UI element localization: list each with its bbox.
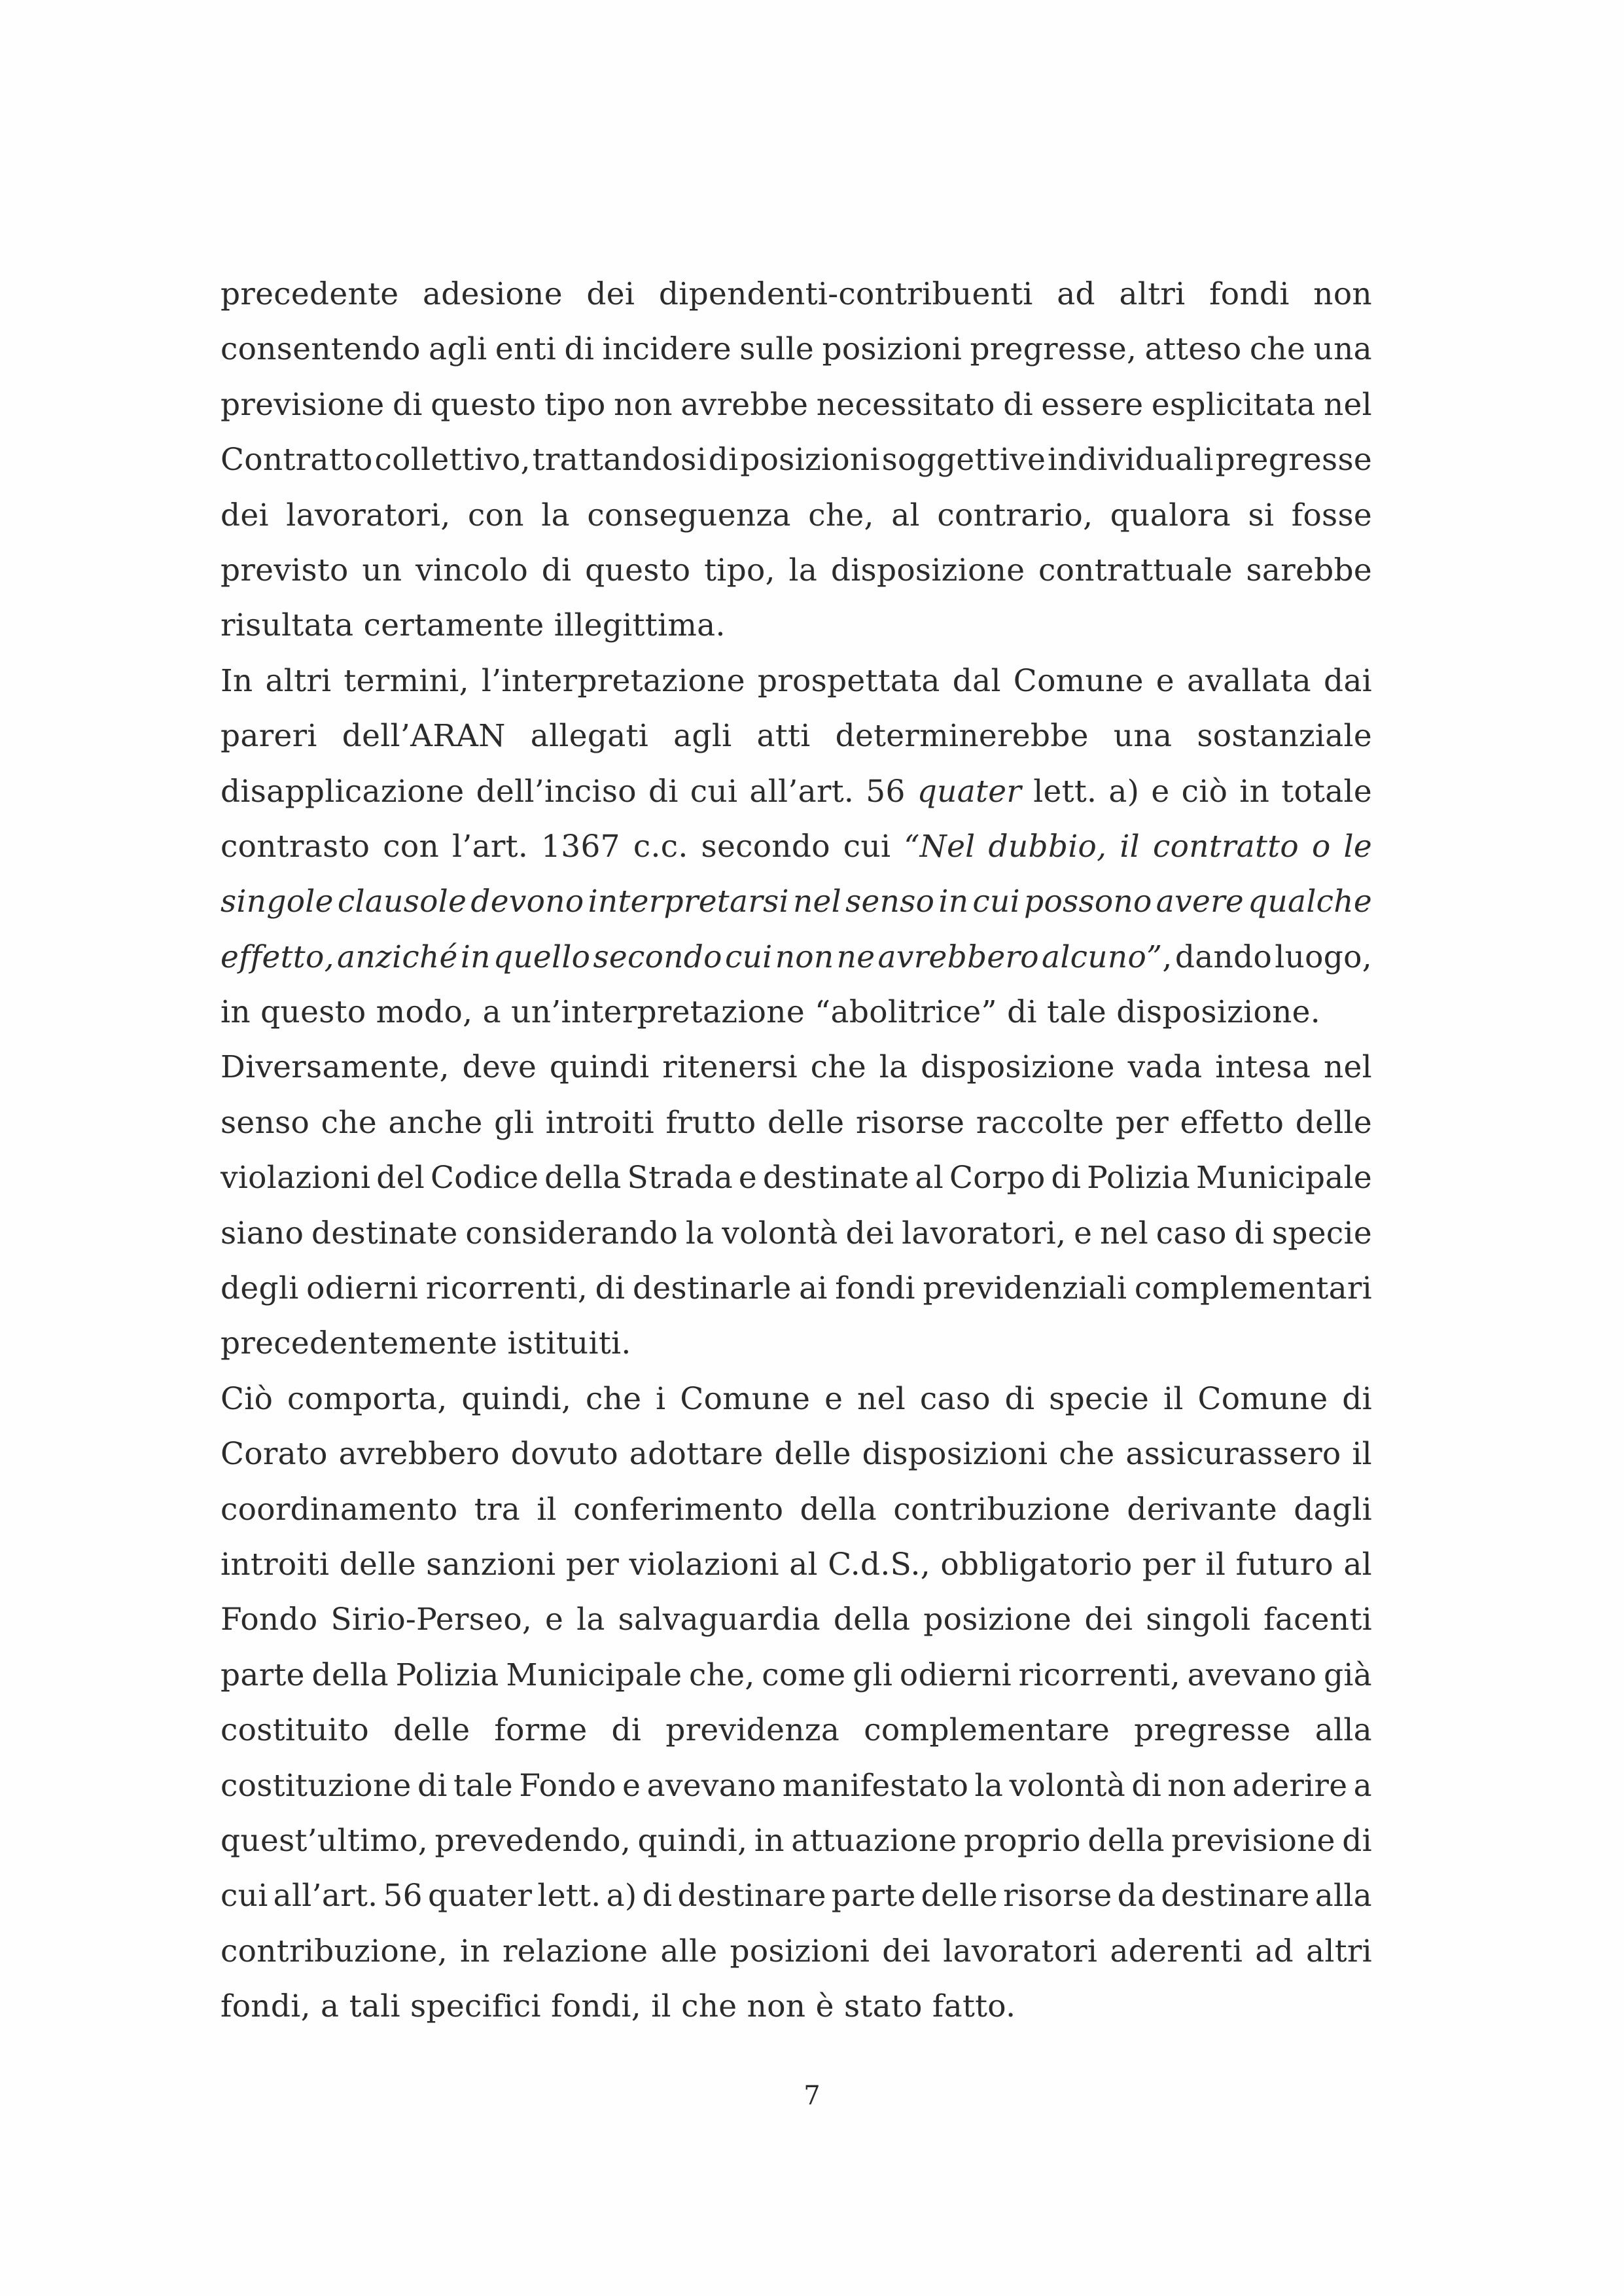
page-number: 7 bbox=[803, 2081, 821, 2111]
text-line bbox=[221, 378, 1372, 433]
text-line bbox=[221, 322, 1372, 377]
text-line bbox=[221, 1648, 1372, 1703]
text-line-content: violazioni del Codice della Strada e destinate al Corpo di Polizia Municipale bbox=[221, 1160, 1372, 1196]
body-text bbox=[221, 267, 1372, 2035]
text-line bbox=[221, 1372, 1372, 1427]
text-line-content: introiti delle sanzioni per violazioni al C.d.S., obbligatorio per il futuro al bbox=[221, 1546, 1372, 1583]
text-line-roman: disapplicazione dell’inciso di cui all’art. 56 bbox=[221, 773, 917, 810]
text-line-content: costituito delle forme di previdenza complementare pregresse alla bbox=[221, 1712, 1372, 1749]
text-line bbox=[221, 1869, 1372, 1924]
text-line-content: contribuzione, in relazione alle posizioni dei lavoratori aderenti ad altri bbox=[221, 1933, 1372, 1969]
text-line-content: precedentemente istituiti. bbox=[221, 1325, 631, 1362]
text-line bbox=[221, 709, 1372, 764]
text-line-content: Fondo Sirio-Perseo, e la salvaguardia della posizione dei singoli facenti bbox=[221, 1602, 1372, 1638]
text-line bbox=[221, 930, 1372, 985]
text-line-content: degli odierni ricorrenti, di destinarle ai fondi previdenziali complementari bbox=[221, 1270, 1372, 1307]
text-line bbox=[221, 267, 1372, 322]
text-line bbox=[221, 1151, 1372, 1206]
text-line-content: quest’ultimo, prevedendo, quindi, in attuazione proprio della previsione di bbox=[221, 1822, 1372, 1859]
text-line-content: dei lavoratori, con la conseguenza che, al contrario, qualora si fosse bbox=[221, 497, 1372, 533]
text-line bbox=[221, 985, 1372, 1040]
text-line-content: Diversamente, deve quindi ritenersi che la disposizione vada intesa nel bbox=[221, 1049, 1372, 1086]
text-line bbox=[221, 1537, 1372, 1592]
text-line bbox=[221, 764, 1372, 819]
text-line bbox=[221, 1979, 1372, 2034]
text-line-content: precedente adesione dei dipendenti-contribuenti ad altri fondi non bbox=[221, 276, 1372, 312]
text-line-content: senso che anche gli introiti frutto delle risorse raccolte per effetto delle bbox=[221, 1104, 1372, 1141]
text-line bbox=[221, 433, 1372, 488]
text-line bbox=[221, 1316, 1372, 1371]
text-line-content: siano destinate considerando la volontà dei lavoratori, e nel caso di specie bbox=[221, 1215, 1372, 1251]
text-line-content: previsto un vincolo di questo tipo, la disposizione contrattuale sarebbe bbox=[221, 552, 1372, 588]
text-line-content: consentendo agli enti di incidere sulle posizioni pregresse, atteso che una bbox=[221, 331, 1372, 368]
text-line-italic: “Nel dubbio, il contratto o le bbox=[904, 828, 1373, 865]
text-line bbox=[221, 1261, 1372, 1316]
text-line-content: previsione di questo tipo non avrebbe necessitato di essere esplicitata nel bbox=[221, 386, 1372, 423]
text-line bbox=[221, 1482, 1372, 1537]
text-line-content: Corato avrebbero dovuto adottare delle disposizioni che assicurassero il bbox=[221, 1436, 1372, 1473]
text-line-content: cui all’art. 56 quater lett. a) di destinare parte delle risorse da destinare alla bbox=[221, 1878, 1372, 1914]
text-line-content: fondi, a tali specifici fondi, il che non è stato fatto. bbox=[221, 1988, 1016, 2025]
text-line-roman: lett. a) e ciò in totale bbox=[1021, 773, 1372, 810]
text-line-content: costituzione di tale Fondo e avevano manifestato la volontà di non aderire a bbox=[221, 1767, 1372, 1804]
text-line-content: Ciò comporta, quindi, che i Comune e nel caso di specie il Comune di bbox=[221, 1380, 1372, 1417]
text-line bbox=[221, 1040, 1372, 1095]
text-line bbox=[221, 1703, 1372, 1758]
text-line-italic: effetto, anziché in quello secondo cui non ne avrebbero alcuno” bbox=[221, 939, 1163, 975]
text-line-content: pareri dell’ARAN allegati agli atti determinerebbe una sostanziale bbox=[221, 718, 1372, 755]
text-line bbox=[221, 1206, 1372, 1261]
text-line bbox=[221, 1924, 1372, 1979]
text-line-content: in questo modo, a un’interpretazione “abolitrice” di tale disposizione. bbox=[221, 994, 1321, 1031]
text-line-content: parte della Polizia Municipale che, come gli odierni ricorrenti, avevano già bbox=[221, 1657, 1372, 1693]
text-line bbox=[221, 654, 1372, 709]
text-line bbox=[221, 543, 1372, 598]
text-line-content: risultata certamente illegittima. bbox=[221, 607, 726, 644]
text-line bbox=[221, 598, 1372, 653]
text-line-content: In altri termini, l’interpretazione prospettata dal Comune e avallata dai bbox=[221, 662, 1372, 699]
text-line-italic: quater bbox=[917, 773, 1022, 810]
text-line-italic: singole clausole devono interpretarsi nel senso in cui possono avere qualche bbox=[221, 884, 1372, 920]
text-line-content: coordinamento tra il conferimento della contribuzione derivante dagli bbox=[221, 1491, 1372, 1528]
text-line-roman: contrasto con l’art. 1367 c.c. secondo cui bbox=[221, 828, 904, 865]
text-line bbox=[221, 819, 1372, 874]
text-line bbox=[221, 1096, 1372, 1151]
text-line bbox=[221, 1592, 1372, 1647]
text-line bbox=[221, 1814, 1372, 1869]
text-line bbox=[221, 874, 1372, 929]
text-line bbox=[221, 1759, 1372, 1814]
text-line-roman: , dando luogo, bbox=[1162, 939, 1372, 975]
text-line bbox=[221, 1427, 1372, 1482]
text-line bbox=[221, 488, 1372, 543]
text-line-content: Contratto collettivo, trattandosi di posizioni soggettive individuali pregresse bbox=[221, 442, 1372, 478]
